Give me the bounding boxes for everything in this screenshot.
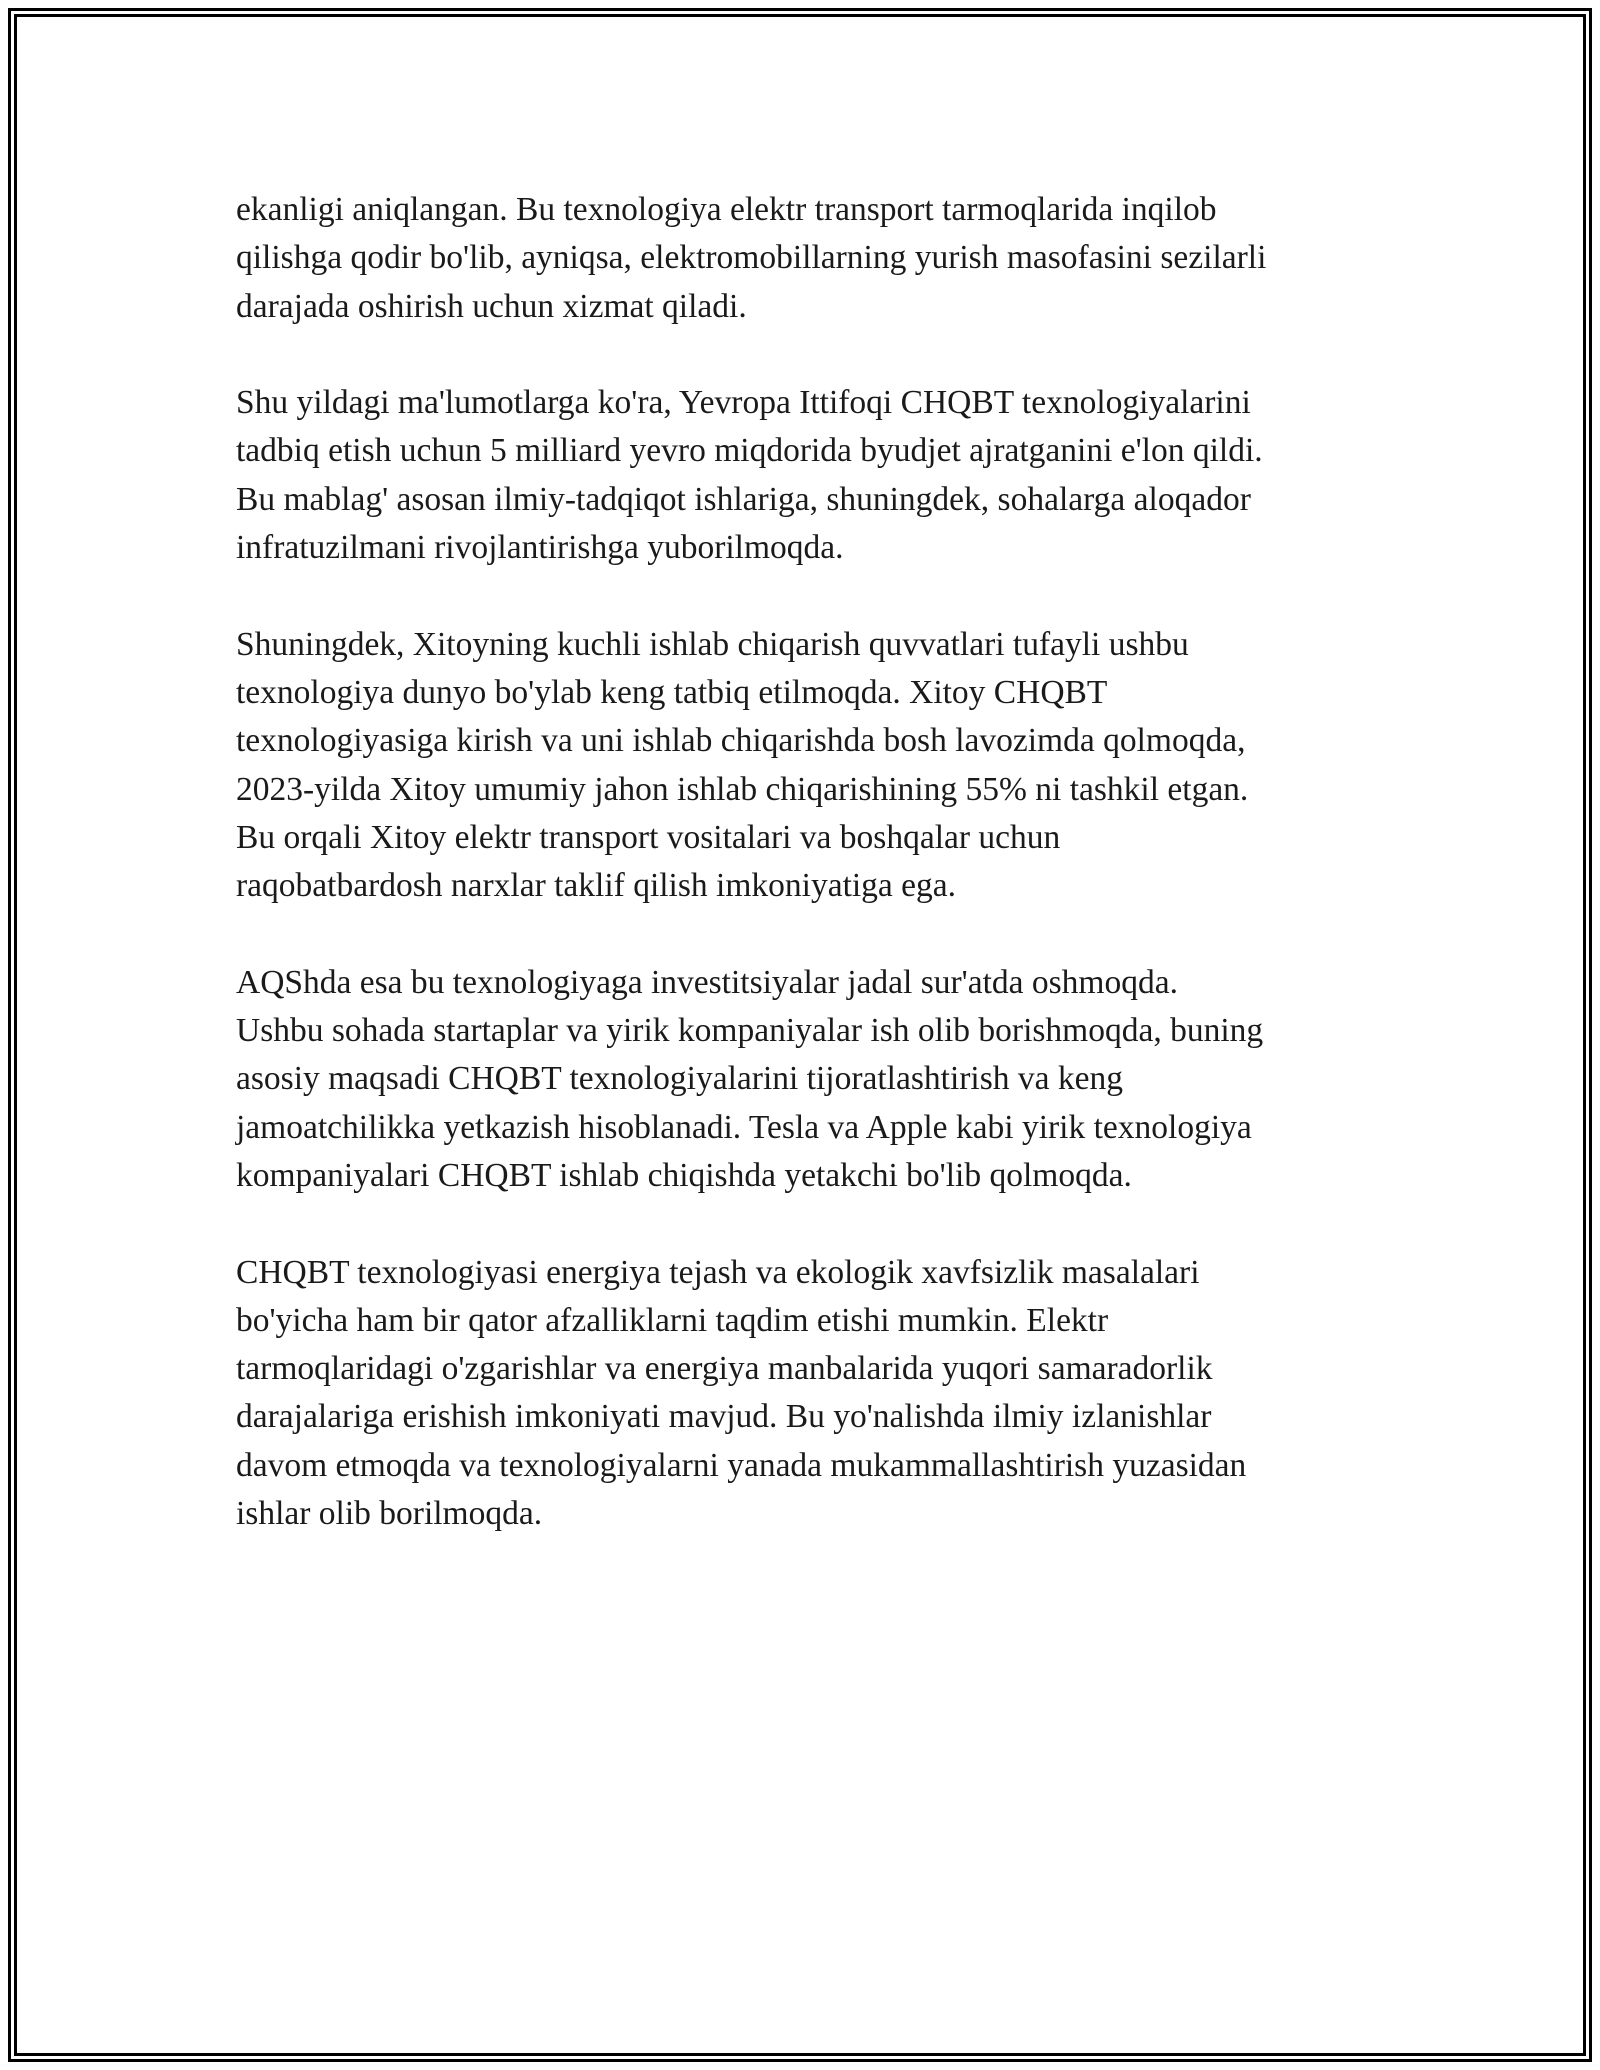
text-line: AQShda esa bu texnologiyaga investitsiyalar jadal sur'atda oshmoqda. bbox=[236, 963, 1178, 1001]
text-line: ishlar olib borilmoqda. bbox=[236, 1495, 543, 1533]
text-line: darajalariga erishish imkoniyati mavjud. Bu yo'nalishda ilmiy izlanishlar bbox=[236, 1398, 1212, 1436]
text-line: davom etmoqda va texnologiyalarni yanada mukammallashtirish yuzasidan bbox=[236, 1446, 1247, 1484]
text-line: Bu mablag' asosan ilmiy-tadqiqot ishlariga, shuningdek, sohalarga aloqador bbox=[236, 480, 1251, 518]
text-line: ekanligi aniqlangan. Bu texnologiya elektr transport tarmoqlarida inqilob bbox=[236, 191, 1217, 228]
text-line: tadbiq etish uchun 5 milliard yevro miqdorida byudjet ajratganini e'lon qildi. bbox=[236, 432, 1263, 470]
text-line: raqobatbardosh narxlar taklif qilish imkoniyatiga ega. bbox=[236, 867, 957, 905]
paragraph-5 bbox=[236, 1249, 1376, 1539]
text-line: qilishga qodir bo'lib, ayniqsa, elektromobillarning yurish masofasini sezilarli bbox=[236, 239, 1267, 277]
text-line: Bu orqali Xitoy elektr transport vositalari va boshqalar uchun bbox=[236, 818, 1061, 856]
text-line: Shu yildagi ma'lumotlarga ko'ra, Yevropa Ittifoqi CHQBT texnologiyalarini bbox=[236, 384, 1251, 422]
document-body bbox=[236, 186, 1376, 1587]
text-line: 2023-yilda Xitoy umumiy jahon ishlab chiqarishining 55% ni tashkil etgan. bbox=[236, 770, 1249, 808]
text-line: Ushbu sohada startaplar va yirik kompaniyalar ish olib borishmoqda, buning bbox=[236, 1012, 1264, 1050]
text-line: tarmoqlaridagi o'zgarishlar va energiya manbalarida yuqori samaradorlik bbox=[236, 1350, 1213, 1388]
paragraph-4 bbox=[236, 959, 1376, 1200]
text-line: texnologiya dunyo bo'ylab keng tatbiq etilmoqda. Xitoy CHQBT bbox=[236, 673, 1108, 711]
text-line: kompaniyalari CHQBT ishlab chiqishda yetakchi bo'lib qolmoqda. bbox=[236, 1156, 1132, 1194]
paragraph-1 bbox=[236, 186, 1376, 331]
text-line: texnologiyasiga kirish va uni ishlab chiqarishda bosh lavozimda qolmoqda, bbox=[236, 722, 1246, 760]
text-line: CHQBT texnologiyasi energiya tejash va ekologik xavfsizlik masalalari bbox=[236, 1253, 1200, 1291]
text-line: asosiy maqsadi CHQBT texnologiyalarini tijoratlashtirish va keng bbox=[236, 1060, 1123, 1098]
text-line: darajada oshirish uchun xizmat qiladi. bbox=[236, 287, 747, 325]
paragraph-2 bbox=[236, 379, 1376, 572]
text-line: Shuningdek, Xitoyning kuchli ishlab chiqarish quvvatlari tufayli ushbu bbox=[236, 625, 1189, 663]
paragraph-3 bbox=[236, 621, 1376, 911]
text-line: infratuzilmani rivojlantirishga yuborilmoqda. bbox=[236, 529, 844, 567]
text-line: jamoatchilikka yetkazish hisoblanadi. Tesla va Apple kabi yirik texnologiya bbox=[236, 1108, 1252, 1146]
text-line: bo'yicha ham bir qator afzalliklarni taqdim etishi mumkin. Elektr bbox=[236, 1301, 1109, 1339]
